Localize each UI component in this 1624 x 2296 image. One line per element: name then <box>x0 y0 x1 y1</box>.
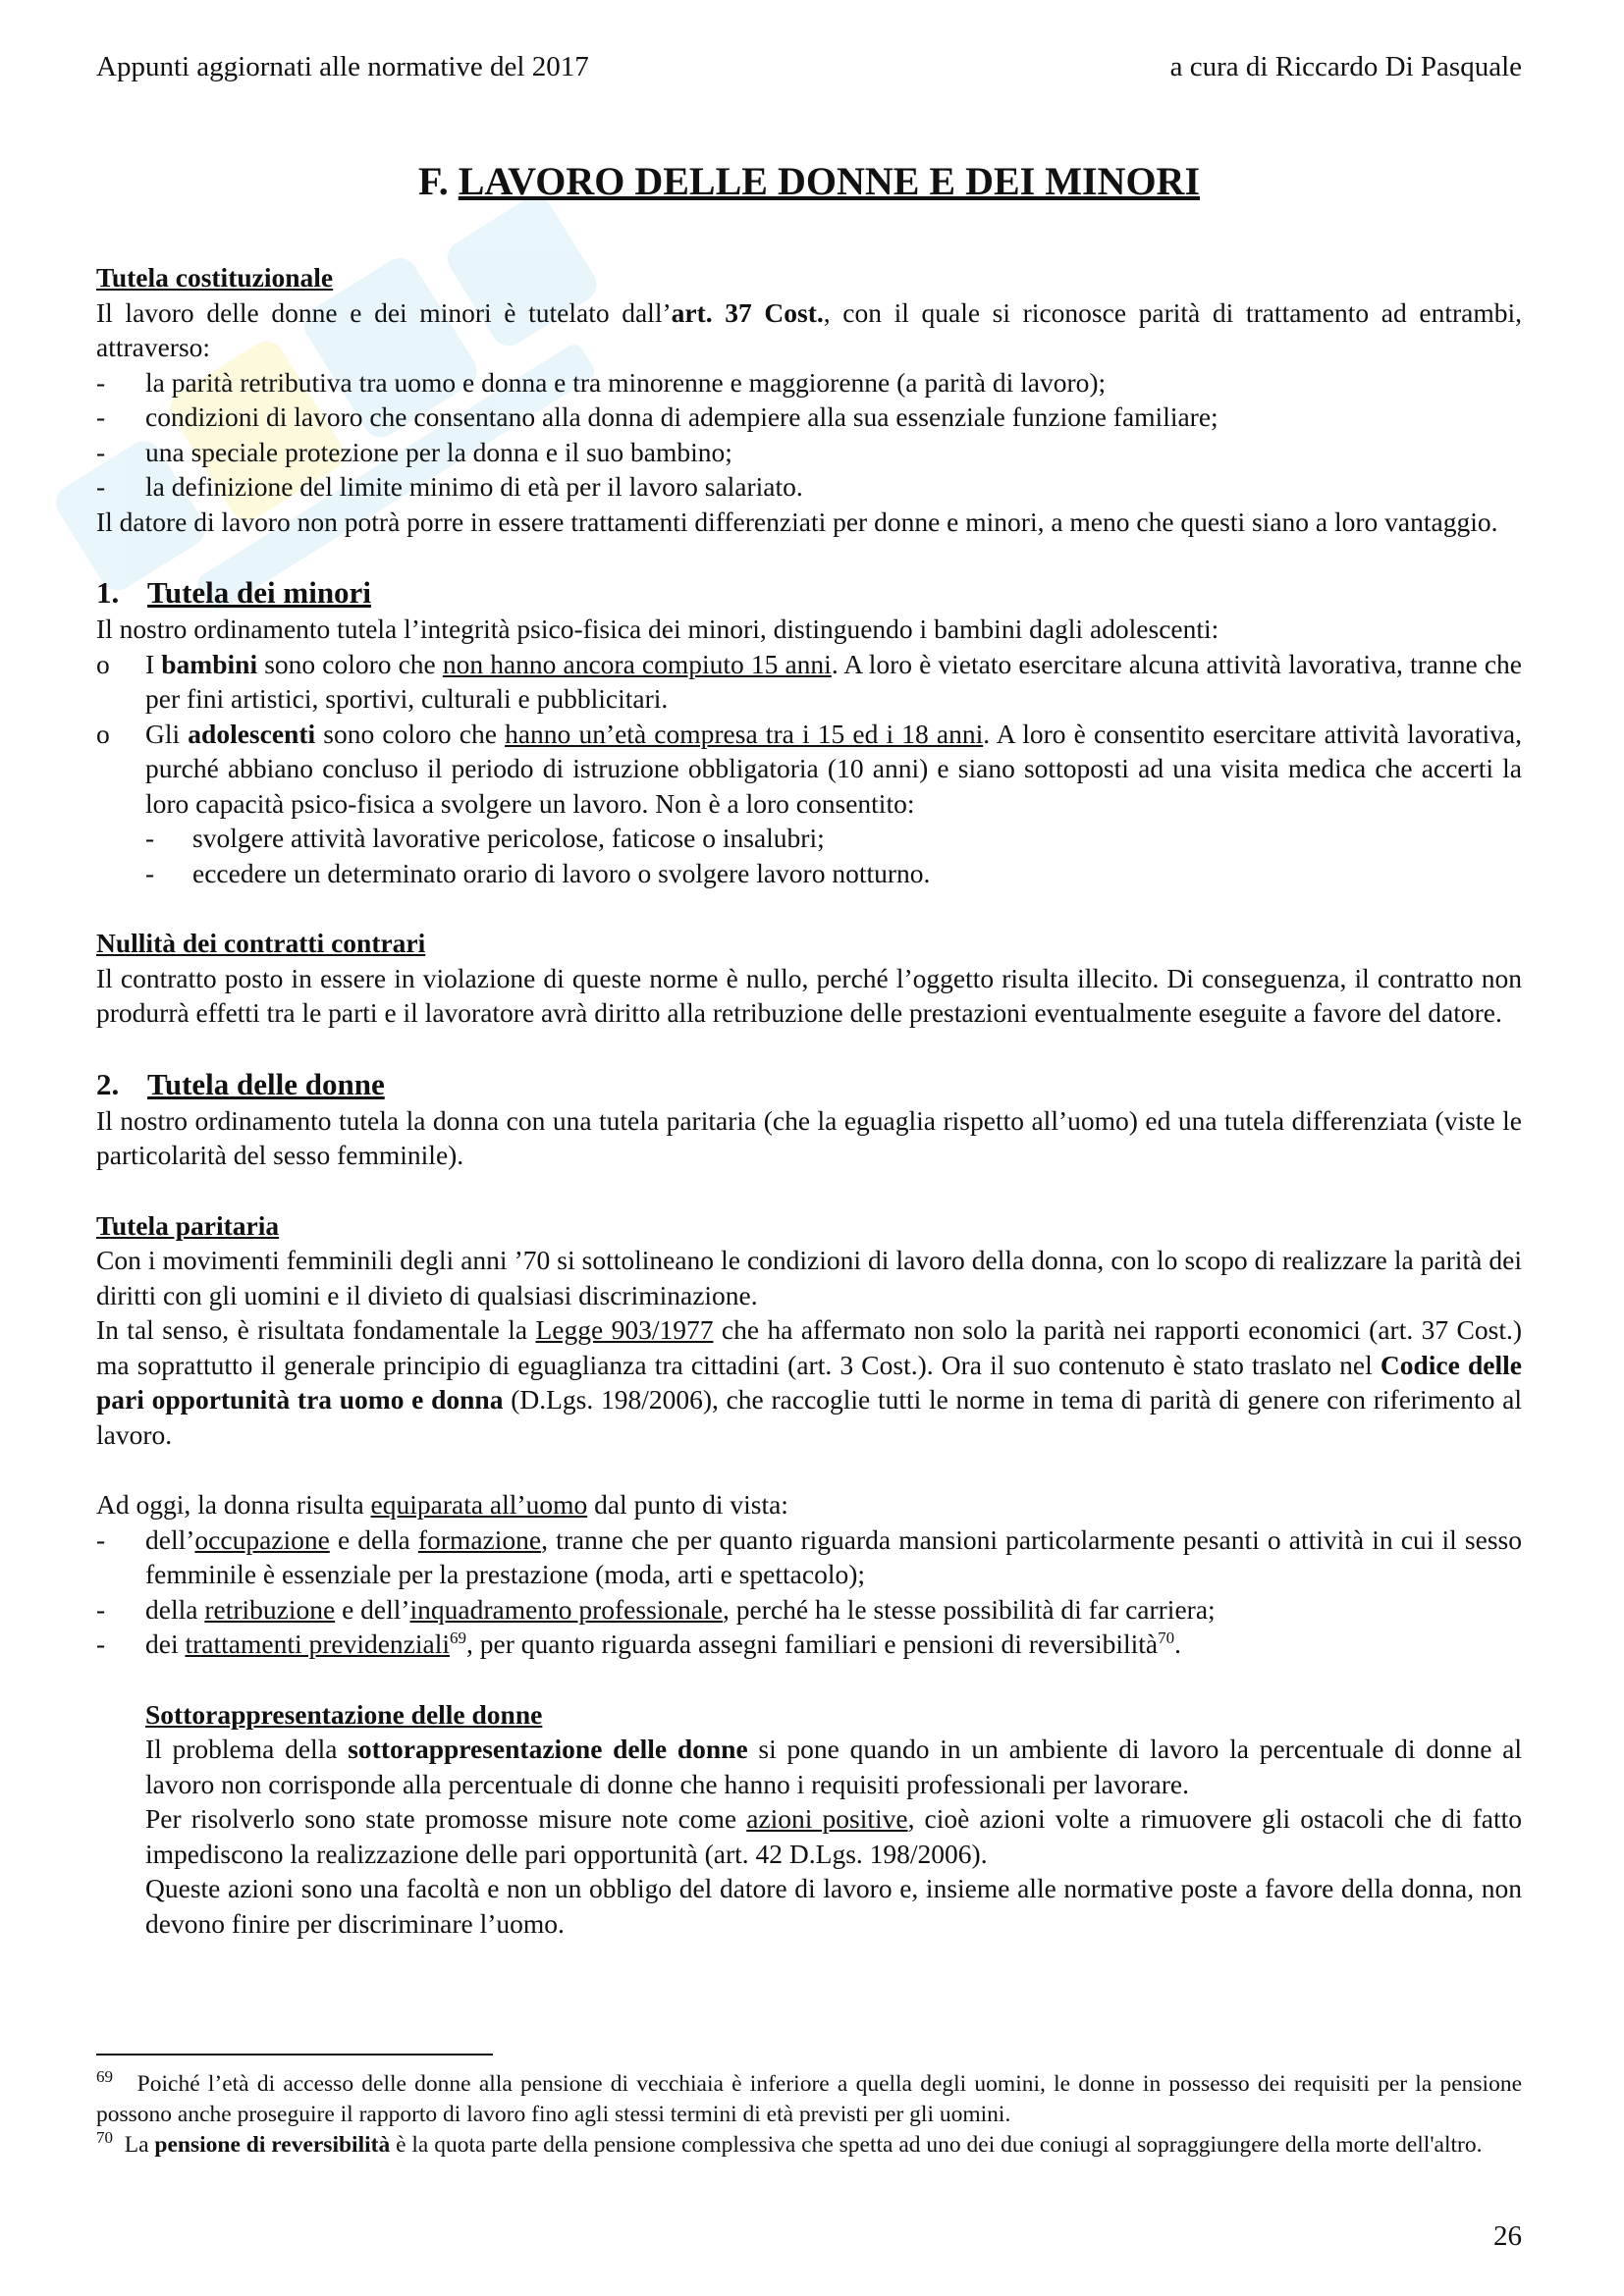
list-item: o I bambini sono coloro che non hanno ancora compiuto 15 anni. A loro è vietato esercitare alcuna attività lavorativa, tranne che per fini artistici, sportivi, culturali e pubblicitari. <box>96 648 1522 714</box>
list-item: o Gli adolescenti sono coloro che hanno un’età compresa tra i 15 ed i 18 anni. A loro è consentito esercitare attività lavorativa, purché abbiano concluso il periodo di istruzione obbligatoria (10 anni) e siano sottoposti ad una visita medica che accerti la loro capacità psico-fisica a svolgere un lavoro. Non è a loro consentito: <box>96 718 1522 819</box>
subsection-sottorappresentazione <box>96 1697 1522 1942</box>
paragraph: Il problema della sottorappresentazione delle donne si pone quando in un ambiente di lavoro la percentuale di donne al lavoro non corrisponde alla percentuale di donne che hanno i requisiti professionali per lavorare. <box>145 1734 1522 1799</box>
footnote-divider <box>96 2054 493 2056</box>
paragraph: Ad oggi, la donna risulta equiparata all’uomo dal punto di vista: <box>96 1489 788 1520</box>
list-item: - la parità retributiva tra uomo e donna e tra minorenne e maggiorenne (a parità di lavoro); <box>96 366 1107 398</box>
list-item: - la definizione del limite minimo di età per il lavoro salariato. <box>96 471 803 502</box>
paragraph: Con i movimenti femminili degli anni ’70 si sottolineano le condizioni di lavoro della donna, con lo scopo di realizzare la parità dei diritti con gli uomini e il divieto di qualsiasi discriminazione. <box>96 1245 1522 1310</box>
heading-tutela-costituzionale: Tutela costituzionale <box>96 262 334 293</box>
page-title <box>96 157 1522 206</box>
paragraph: Il datore di lavoro non potrà porre in essere trattamenti differenziati per donne e minori, a meno che questi siano a loro vantaggio. <box>96 506 1498 537</box>
title-prefix: F. <box>417 159 449 203</box>
paragraph: Il nostro ordinamento tutela l’integrità psico-fisica dei minori, distinguendo i bambini dagli adolescenti: <box>96 614 1219 644</box>
header-right: a cura di Riccardo Di Pasquale <box>1169 51 1522 82</box>
section-heading-minori: 1. Tutela dei minori <box>96 575 371 610</box>
heading-nullita: Nullità dei contratti contrari <box>96 928 426 958</box>
header-left: Appunti aggiornati alle normative del 2017 <box>96 51 589 82</box>
paragraph: Il contratto posto in essere in violazione di queste norme è nullo, perché l’oggetto risulta illecito. Di conseguenza, il contratto non produrrà effetti tra le parti e il lavoratore avrà diritto alla retribuzione delle prestazioni eventualmente eseguite a favore del datore. <box>96 962 1522 1028</box>
main-content <box>96 157 1522 1941</box>
list-item: - dei trattamenti previdenziali$^{69}$, per quanto riguarda assegni familiari e pensioni di reversibilità$^{70}$. <box>96 1628 1181 1659</box>
list-item: - dell’occupazione e della formazione, tranne che per quanto riguarda mansioni particolarmente pesanti o attività in cui il sesso femminile è essenziale per la prestazione (moda, arti e spettacolo); <box>96 1523 1522 1589</box>
heading-tutela-paritaria: Tutela paritaria <box>96 1209 280 1241</box>
list-item: - della retribuzione e dell’inquadramento professionale, perché ha le stesse possibilità di far carriera; <box>96 1593 1216 1625</box>
list-item: - eccedere un determinato orario di lavoro o svolgere lavoro notturno. <box>145 857 931 888</box>
section-heading-donne: 2. Tutela delle donne <box>96 1066 385 1101</box>
list-item: - una speciale protezione per la donna e il suo bambino; <box>96 436 732 467</box>
paragraph: In tal senso, è risultata fondamentale la Legge 903/1977 che ha affermato non solo la parità nei rapporti economici (art. 37 Cost.) ma soprattutto il generale principio di eguaglianza tra cittadini (art. 3 Cost.). Ora il suo contenuto è stato traslato nel Codice delle pari opportunità tra uomo e donna (D.Lgs. 198/2006), che raccoglie tutti le norme in tema di parità di genere con riferimento al lavoro. <box>96 1314 1522 1450</box>
footnote-ref-70[interactable]: 70 <box>1158 1628 1175 1647</box>
list-item: - condizioni di lavoro che consentano alla donna di adempiere alla sua essenziale funzione familiare; <box>96 401 1218 432</box>
paragraph: Il nostro ordinamento tutela la donna con una tutela paritaria (che la eguaglia rispetto all’uomo) ed una tutela differenziata (viste le particolarità del sesso femminile). <box>96 1104 1522 1170</box>
paragraph: Il lavoro delle donne e dei minori è tutelato dall’art. 37 Cost., con il quale si riconosce parità di trattamento ad entrambi, attraverso: <box>96 296 1522 362</box>
paragraph: Queste azioni sono una facoltà e non un obbligo del datore di lavoro e, insieme alle normative poste a favore della donna, non devono finire per discriminare l’uomo. <box>145 1873 1522 1939</box>
footnote-ref-69[interactable]: 69 <box>450 1628 467 1647</box>
list-item: - svolgere attività lavorative pericolose, faticose o insalubri; <box>145 823 825 853</box>
title-text: LAVORO DELLE DONNE E DEI MINORI <box>458 159 1201 203</box>
footnote-69: $^{69}$ Poiché l’età di accesso delle donne alla pensione di vecchiaia è inferiore a quella degli uomini, le donne in possesso dei requisiti per la pensione possono anche proseguire il rapporto di lavoro fino agli stessi termini di età previsti per gli uomini. <box>96 2067 1523 2127</box>
paragraph: Per risolverlo sono state promosse misure note come azioni positive, cioè azioni volte a rimuovere gli ostacoli che di fatto impediscono la realizzazione delle pari opportunità (art. 42 D.Lgs. 198/2006). <box>145 1803 1522 1869</box>
heading-sottorappresentazione: Sottorappresentazione delle donne <box>145 1698 543 1730</box>
page-number: 26 <box>1493 2220 1522 2252</box>
footnote-70: $^{70}$ La pensione di reversibilità è la quota parte della pensione complessiva che spetta ad uno dei due coniugi al sopraggiungere della morte dell'altro. <box>96 2128 1483 2158</box>
footnotes <box>96 2069 1522 2161</box>
